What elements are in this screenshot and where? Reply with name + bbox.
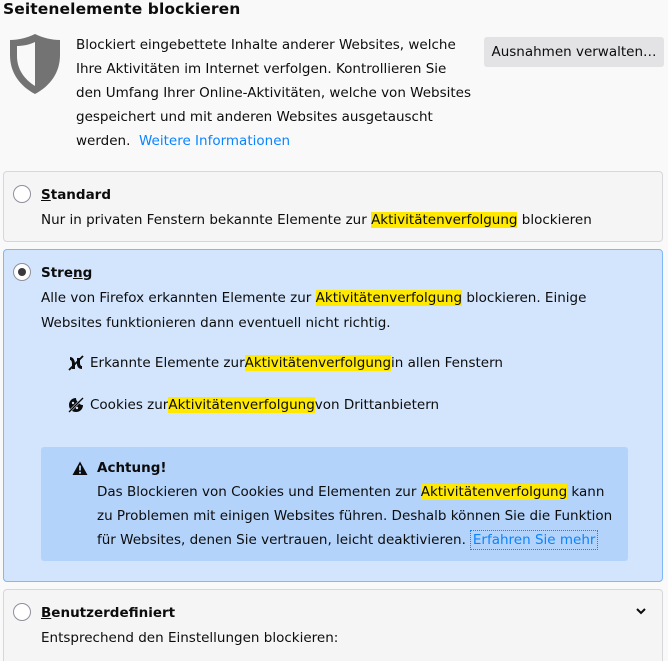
standard-description [41,208,592,233]
manage-exceptions-button[interactable]: Ausnahmen verwalten… [484,37,664,67]
strict-accesskey: n [73,265,83,281]
learn-more-link[interactable]: Weitere Informationen [138,133,291,149]
feature-trackers-highlight: Aktivitätenverfolgung [244,355,392,371]
standard-desc-post: blockieren [517,212,592,228]
warning-text-post: kann zu Problemen mit einigen Websites führen. Deshalb können Sie die Funktion für Websites, denen Sie vertrauen, leicht deaktivieren. [97,484,613,548]
strict-label-pre: Stre [41,265,73,281]
option-strict[interactable] [3,249,663,582]
warning-text-highlight: Aktivitätenverfolgung [420,484,568,500]
option-custom[interactable] [3,589,663,661]
chevron-down-icon[interactable] [636,607,646,615]
strict-desc-pre: Alle von Firefox erkannten Elemente zur [41,290,316,306]
page-title: Seitenelemente blockieren [3,0,241,18]
feature-cookies-pre: Cookies zur [90,397,169,413]
intro-description: Blockiert eingebettete Inhalte anderer Websites, welche Ihre Aktivitäten im Internet verfolgen. Kontrollieren Sie den Umfang Ihrer Online-Aktivitäten, welche von Websites gespeichert und mit anderen Websites ausgetauscht werden. [76,37,472,149]
strict-desc-highlight: Aktivitätenverfolgung [315,290,463,306]
feature-cookies-post: von Drittanbietern [314,397,440,413]
standard-label-rest: tandard [50,187,112,203]
strict-radio[interactable] [13,263,31,281]
strict-description [41,286,601,335]
cookie-icon [68,397,84,413]
standard-desc-pre: Nur in privaten Fenstern bekannte Elemente zur [41,212,372,228]
strict-label[interactable] [41,265,92,281]
custom-label-rest: enutzerdefiniert [51,605,176,621]
feature-cookies-highlight: Aktivitätenverfolgung [168,397,315,413]
standard-accesskey: S [41,187,51,203]
custom-radio[interactable] [13,603,31,621]
custom-accesskey: B [41,605,52,621]
custom-label[interactable] [41,605,175,621]
warning-title: Achtung! [97,460,167,476]
feature-cookies [68,397,439,413]
warning-box [41,447,628,561]
custom-description: Entsprechend den Einstellungen blockieren: [41,630,339,646]
standard-radio[interactable] [13,185,31,203]
feature-trackers-post: in allen Fenstern [391,355,503,371]
warning-text [97,480,617,552]
feature-trackers [68,355,503,371]
option-standard[interactable] [3,171,663,242]
warning-text-pre: Das Blockieren von Cookies und Elementen zur [97,484,421,500]
strict-label-post: g [82,265,93,281]
standard-label[interactable] [41,187,111,203]
standard-desc-highlight: Aktivitätenverfolgung [371,212,518,228]
intro-text [76,33,476,153]
warning-icon [72,461,88,476]
feature-trackers-pre: Erkannte Elemente zur [90,355,245,371]
tracker-icon [68,355,84,371]
shield-icon [8,33,62,95]
strict-desc-post: blockieren. Einige Websites funktionieren dann eventuell nicht richtig. [41,290,587,331]
learn-more-warning-link[interactable]: Erfahren Sie mehr [470,530,599,550]
